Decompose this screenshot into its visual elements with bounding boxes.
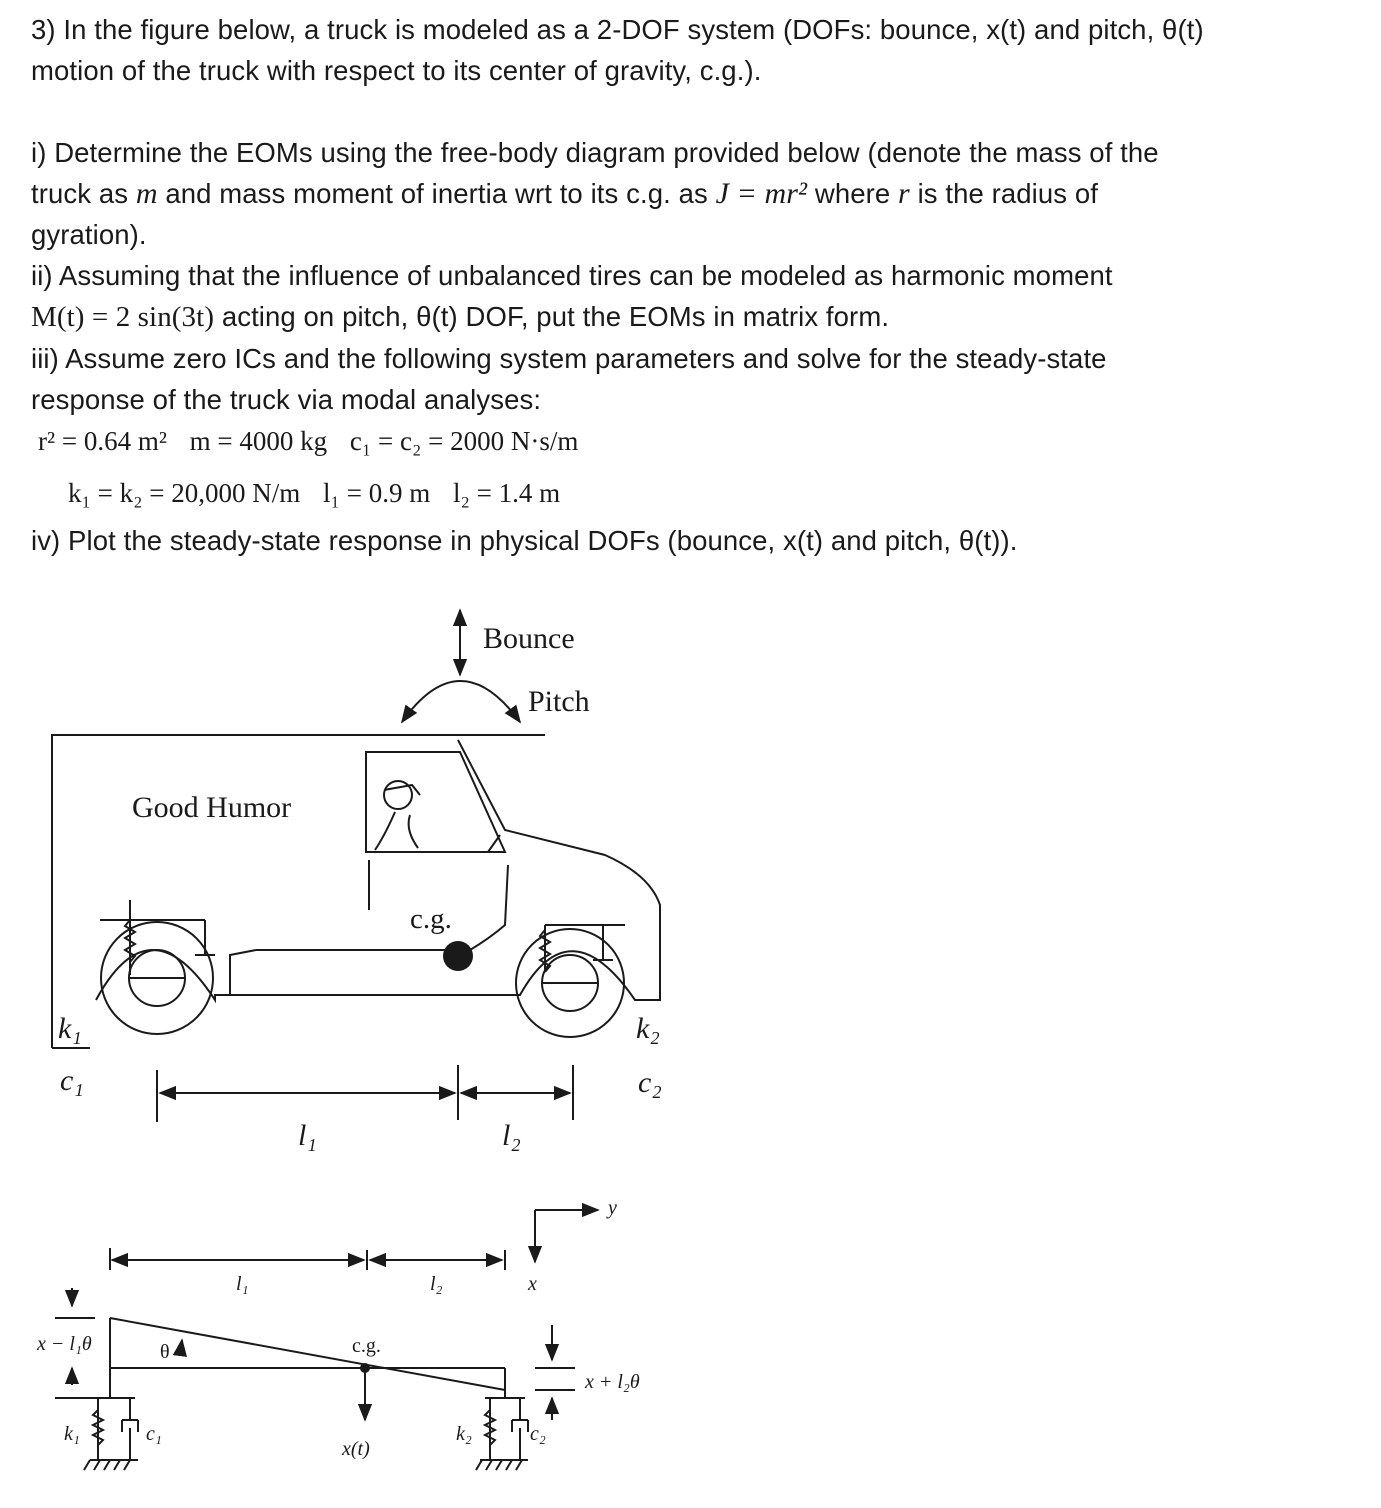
part-i-line-b: truck as m and mass moment of inertia wrt to its c.g. as J = mr² where r is the radius of	[31, 177, 1099, 210]
param-k: k₁ = k₂ = 20,000 N/m	[68, 478, 301, 508]
fbd-label-theta: θ	[160, 1341, 170, 1363]
label-l1: l₁	[298, 1119, 317, 1152]
fbd-label-c1: c₁	[146, 1423, 162, 1445]
part-iii-line-b: response of the truck via modal analyses:	[31, 384, 542, 415]
problem-line-2: motion of the truck with respect to its center of gravity, c.g.).	[31, 55, 762, 86]
truck-body	[52, 735, 545, 1048]
fbd-label-xt: x(t)	[342, 1438, 370, 1460]
part-ii-line-b: M(t) = 2 sin(3t) acting on pitch, θ(t) DOF, put the EOMs in matrix form.	[31, 301, 890, 333]
part-i-line-a: i) Determine the EOMs using the free-body diagram provided below (denote the mass of the	[31, 137, 1159, 168]
label-k2: k₂	[636, 1012, 660, 1045]
fbd-label-k2: k₂	[456, 1423, 472, 1445]
param-l2: l₂ = 1.4 m	[452, 478, 561, 508]
moment-formula: M(t) = 2 sin(3t)	[31, 301, 215, 333]
inertia-formula: J = mr²	[715, 177, 808, 210]
label-bounce: Bounce	[483, 622, 575, 655]
part-iii-line-a: iii) Assume zero ICs and the following system parameters and solve for the steady-state	[31, 343, 1107, 374]
label-k1: k₁	[58, 1012, 82, 1045]
label-cg: c.g.	[410, 903, 452, 935]
label-c1: c₁	[60, 1064, 84, 1097]
fbd-label-l2: l₂	[430, 1273, 443, 1295]
param-c: c₁ = c₂ = 2000 N·s/m	[349, 426, 579, 456]
cg-dot	[443, 941, 473, 971]
label-pitch: Pitch	[528, 685, 590, 718]
fbd-label-k1: k₁	[64, 1423, 80, 1445]
label-brand: Good Humor	[132, 791, 292, 824]
param-r2: r² = 0.64 m²	[38, 426, 167, 456]
fbd-label-x-minus: x − l₁θ	[37, 1333, 92, 1355]
fbd-label-c2: c₂	[530, 1423, 546, 1445]
label-c2: c₂	[638, 1066, 662, 1099]
part-i-line-c: gyration).	[31, 219, 147, 250]
fbd-label-y: y	[608, 1197, 617, 1219]
part-iv: iv) Plot the steady-state response in physical DOFs (bounce, x(t) and pitch, θ(t)).	[31, 525, 1018, 556]
part-ii-line-a: ii) Assuming that the influence of unbalanced tires can be modeled as harmonic moment	[31, 260, 1113, 291]
label-l2: l₂	[502, 1119, 521, 1152]
pitch-arc	[402, 681, 520, 722]
param-m: m = 4000 kg	[189, 426, 328, 456]
fbd-label-l1: l₁	[236, 1273, 249, 1295]
fbd-cg-dot	[360, 1363, 370, 1373]
fbd-label-x-plus: x + l₂θ	[585, 1371, 640, 1393]
param-l1: l₁ = 0.9 m	[323, 478, 431, 508]
fbd-label-cg: c.g.	[352, 1335, 381, 1357]
problem-line-1: 3) In the figure below, a truck is modeled as a 2-DOF system (DOFs: bounce, x(t) and pitch, θ(t)	[31, 14, 1204, 45]
fbd-label-x: x	[528, 1273, 537, 1295]
